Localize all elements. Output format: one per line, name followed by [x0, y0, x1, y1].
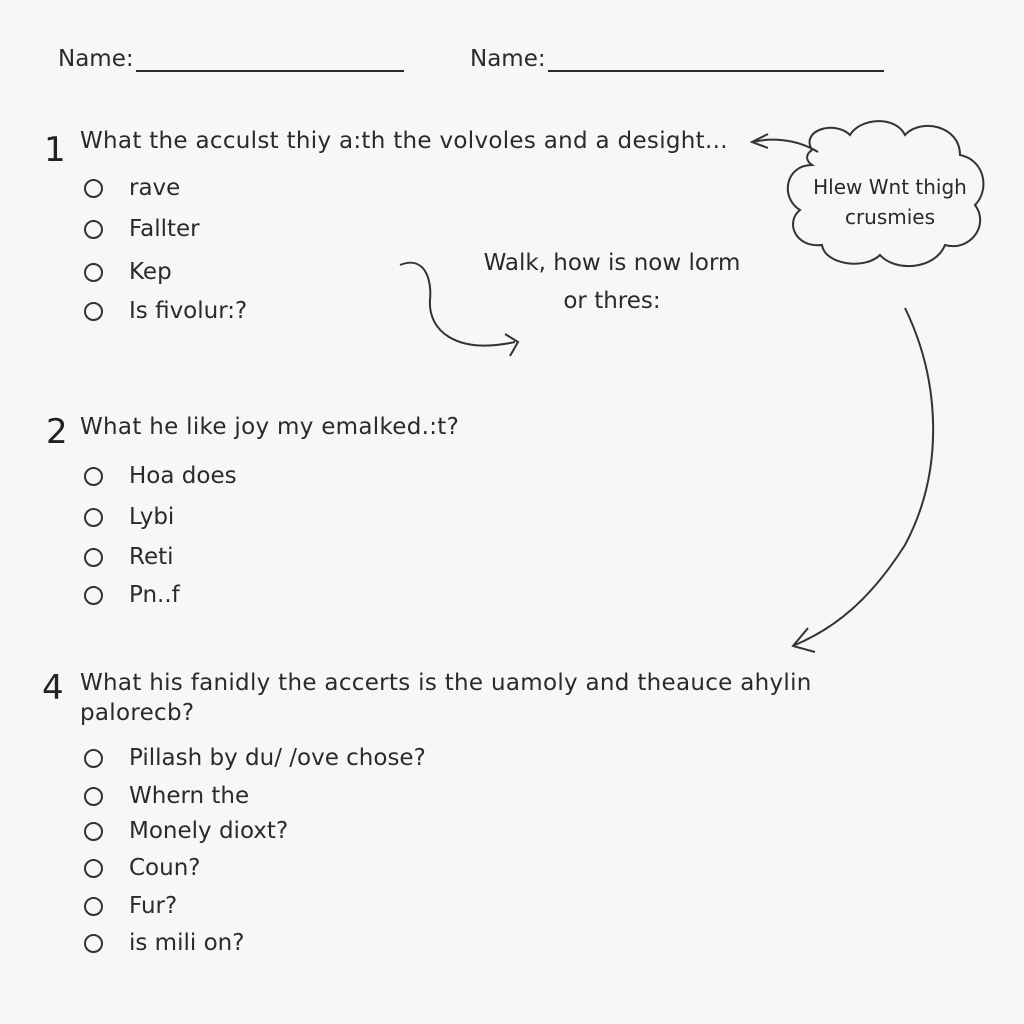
option-label: Kep — [129, 259, 172, 285]
question-1-number: 1 — [44, 130, 66, 170]
thought-cloud-icon — [788, 121, 984, 266]
question-1-text: What the acculst thiy a:th the volvoles and a desight... — [80, 128, 728, 154]
option-label: Reti — [129, 544, 174, 570]
option-label: Is fivolur:? — [129, 298, 248, 324]
thought-cloud-line-2: crusmies — [844, 205, 936, 229]
option-label: Pillash by du/ /ove chose? — [129, 745, 426, 771]
margin-note-line-1: Walk, how is now lorm — [483, 250, 741, 276]
question-4-text-line-2: palorecb? — [80, 700, 195, 726]
question-2-number: 2 — [46, 412, 68, 452]
question-2-text: What he like joy my emalked.:t? — [80, 414, 460, 440]
option-label: Fur? — [129, 893, 178, 919]
option-label: Pn..f — [129, 582, 180, 608]
question-4-number: 4 — [42, 668, 64, 708]
margin-note-line-2: or thres: — [563, 288, 661, 314]
long-arrow-icon — [795, 308, 933, 645]
question-4-text-line-1: What his fanidly the accerts is the uamoly and theauce ahylin — [80, 670, 812, 696]
name-label-1: Name: — [58, 46, 134, 72]
option-label: Hoa does — [129, 463, 237, 489]
thought-cloud-line-1: Hlew Wnt thigh — [813, 175, 967, 199]
option-label: Whern the — [129, 783, 250, 809]
curved-arrow-icon — [400, 263, 515, 346]
option-label: Coun? — [129, 855, 201, 881]
option-label: Lybi — [129, 504, 175, 530]
option-label: is mili on? — [129, 930, 245, 956]
option-label: rave — [129, 175, 181, 201]
name-label-2: Name: — [470, 46, 546, 72]
option-label: Monely dioxt? — [129, 818, 289, 844]
option-label: Fallter — [129, 216, 200, 242]
